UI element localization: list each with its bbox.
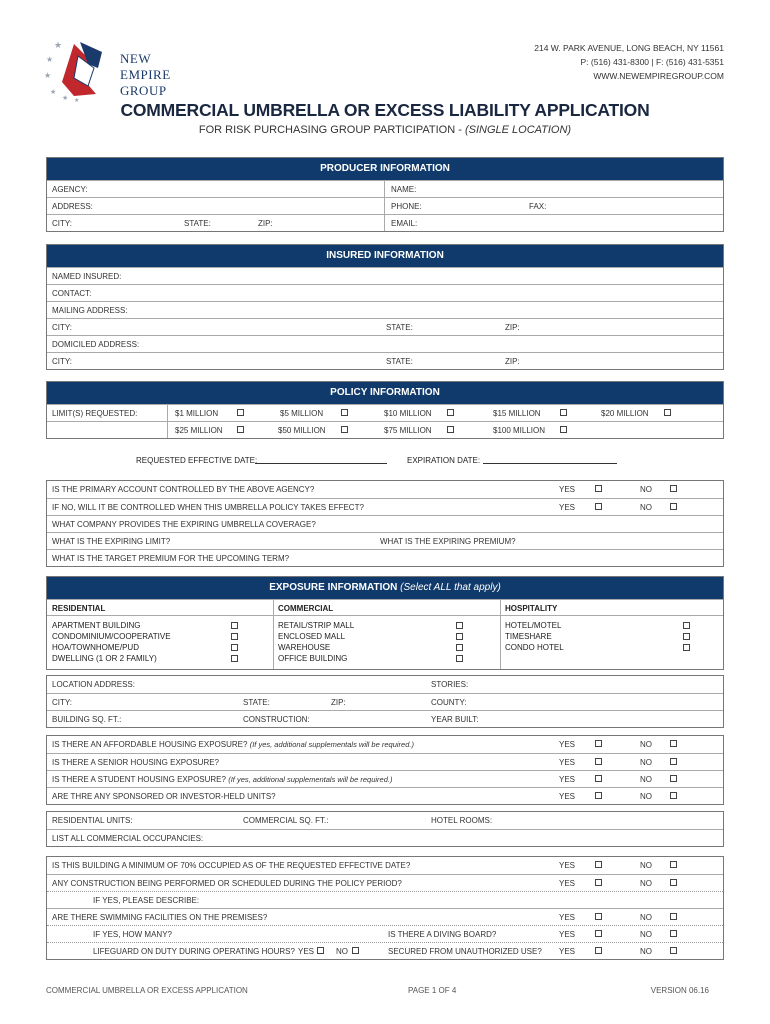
yes-checkbox[interactable] [595,947,602,954]
construction-field[interactable]: CONSTRUCTION: [243,715,310,724]
limit-100m-label: $100 MILLION [493,426,546,435]
limits-label: LIMIT(S) REQUESTED: [52,409,138,418]
units-section [46,811,724,847]
com-office-checkbox[interactable] [456,655,463,662]
limit-75m-checkbox[interactable] [447,426,454,433]
limit-15m-checkbox[interactable] [560,409,567,416]
yes-checkbox[interactable] [317,947,324,954]
svg-text:★: ★ [50,89,57,96]
res-apartment-checkbox[interactable] [231,622,238,629]
yes-label: YES [559,930,576,939]
yes-label: YES [559,740,576,749]
svg-text:★: ★ [46,55,54,64]
no-checkbox[interactable] [352,947,359,954]
no-label: NO [640,503,652,512]
q-student: IS THERE A STUDENT HOUSING EXPOSURE? [52,775,226,784]
zip-field[interactable]: ZIP: [258,219,273,228]
housing-questions [46,735,724,805]
yes-label: YES [559,792,576,801]
construction-describe-field[interactable]: IF YES, PLEASE DESCRIBE: [93,896,200,905]
hos-condo-hotel-label: CONDO HOTEL [505,643,564,652]
com-retail-checkbox[interactable] [456,622,463,629]
state-field[interactable]: STATE: [184,219,211,228]
exposure-section [46,576,724,670]
yes-label: YES [298,947,315,956]
company-address [534,41,724,83]
state-field[interactable]: STATE: [386,323,413,332]
yes-label: YES [559,503,576,512]
footer-page-number: PAGE 1 OF 4 [408,986,457,995]
yes-checkbox[interactable] [595,775,602,782]
hotel-rooms-field[interactable]: HOTEL ROOMS: [431,816,493,825]
res-condo-checkbox[interactable] [231,633,238,640]
contact-field[interactable]: CONTACT: [52,289,92,298]
location-address-field[interactable]: LOCATION ADDRESS: [52,680,135,689]
expiring-limit-field[interactable]: WHAT IS THE EXPIRING LIMIT? [52,537,171,546]
question-label: LIFEGUARD ON DUTY DURING OPERATING HOURS? [93,947,295,956]
hos-hotel-label: HOTEL/MOTEL [505,621,562,630]
city-field[interactable]: CITY: [52,323,73,332]
no-label: NO [640,861,652,870]
question-label: ARE THERE SWIMMING FACILITIES ON THE PREMISES? [52,913,268,922]
yes-checkbox[interactable] [595,740,602,747]
commercial-occupancies-field[interactable]: LIST ALL COMMERCIAL OCCUPANCIES: [52,834,204,843]
no-label: NO [640,485,652,494]
no-label: NO [640,947,652,956]
question-label: ARE THRE ANY SPONSORED OR INVESTOR-HELD UNITS? [52,792,276,801]
page-subtitle [0,124,770,136]
building-sqft-field[interactable]: BUILDING SQ. FT.: [52,715,122,724]
no-checkbox[interactable] [670,775,677,782]
brand-line-3: GROUP [120,83,167,98]
location-section [46,675,724,728]
subtitle-italic: (SINGLE LOCATION) [464,124,572,136]
expiring-premium-field[interactable]: WHAT IS THE EXPIRING PREMIUM? [380,537,516,546]
svg-text:★: ★ [54,40,63,50]
yes-checkbox[interactable] [595,758,602,765]
phone-line: P: (516) 431-8300 | F: (516) 431-5351 [580,57,724,67]
state-field[interactable]: STATE: [243,698,270,707]
yes-label: YES [559,947,576,956]
subtitle-main: FOR RISK PURCHASING GROUP PARTICIPATION - [198,124,465,136]
county-field[interactable]: COUNTY: [431,698,467,707]
limit-20m-label: $20 MILLION [601,409,649,418]
no-checkbox[interactable] [670,879,677,886]
com-mall-label: ENCLOSED MALL [278,632,346,641]
limit-20m-checkbox[interactable] [664,409,671,416]
hos-hotel-checkbox[interactable] [683,622,690,629]
question-label [52,740,414,749]
residential-header: RESIDENTIAL [52,604,106,613]
brand-line-1: NEW [120,51,152,66]
limit-75m-label: $75 MILLION [384,426,432,435]
yes-checkbox[interactable] [595,913,602,920]
limit-100m-checkbox[interactable] [560,426,567,433]
no-label: NO [640,740,652,749]
no-checkbox[interactable] [670,503,677,510]
section-header: INSURED INFORMATION [47,245,723,267]
yes-checkbox[interactable] [595,792,602,799]
expiration-date-input[interactable] [483,463,617,464]
res-condo-label: CONDOMINIUM/COOPERATIVE [52,632,171,641]
commercial-sqft-field[interactable]: COMMERCIAL SQ. FT.: [243,816,329,825]
no-label: NO [640,913,652,922]
header-italic: (Select ALL that apply) [400,582,501,593]
limit-15m-label: $15 MILLION [493,409,541,418]
question-label: SECURED FROM UNAUTHORIZED USE? [388,947,542,956]
page-title: COMMERCIAL UMBRELLA OR EXCESS LIABILITY APPLICATION [120,100,650,120]
no-checkbox[interactable] [670,913,677,920]
yes-label: YES [559,861,576,870]
phone-field[interactable]: PHONE: [391,202,422,211]
city-field[interactable]: CITY: [52,219,73,228]
no-checkbox[interactable] [670,861,677,868]
question-label: IF NO, WILL IT BE CONTROLLED WHEN THIS UMBRELLA POLICY TAKES EFFECT? [52,503,364,512]
com-warehouse-label: WAREHOUSE [278,643,331,652]
email-field[interactable]: EMAIL: [391,219,418,228]
eagle-flag-icon [44,38,120,104]
limit-5m-checkbox[interactable] [341,409,348,416]
svg-text:★: ★ [74,98,80,104]
q-student-note: (If yes, additional supplementals will be required.) [228,775,393,784]
no-label: NO [640,775,652,784]
no-label: NO [640,879,652,888]
no-checkbox[interactable] [670,947,677,954]
policy-section [46,381,724,439]
limit-1m-label: $1 MILLION [175,409,219,418]
q-affordable-note: (If yes, additional supplementals will be required.) [249,740,414,749]
res-dwelling-checkbox[interactable] [231,655,238,662]
question-label: IS THERE A DIVING BOARD? [388,930,497,939]
hos-timeshare-label: TIMESHARE [505,632,552,641]
limit-10m-label: $10 MILLION [384,409,432,418]
limit-50m-checkbox[interactable] [341,426,348,433]
header-main: EXPOSURE INFORMATION [269,582,398,593]
svg-text:★: ★ [44,71,52,80]
no-checkbox[interactable] [670,792,677,799]
no-checkbox[interactable] [670,758,677,765]
producer-section [46,157,724,232]
yes-label: YES [559,775,576,784]
address-field[interactable]: ADDRESS: [52,202,93,211]
mailing-address-field[interactable]: MAILING ADDRESS: [52,306,128,315]
no-label: NO [336,947,348,956]
hos-timeshare-checkbox[interactable] [683,633,690,640]
res-hoa-label: HOA/TOWNHOME/PUD [52,643,139,652]
com-warehouse-checkbox[interactable] [456,644,463,651]
com-office-label: OFFICE BUILDING [278,654,348,663]
name-field[interactable]: NAME: [391,185,417,194]
limit-25m-label: $25 MILLION [175,426,223,435]
res-apartment-label: APARTMENT BUILDING [52,621,141,630]
yes-checkbox[interactable] [595,861,602,868]
expiring-company-field[interactable]: WHAT COMPANY PROVIDES THE EXPIRING UMBRELLA COVERAGE? [52,520,316,529]
account-questions [46,480,724,567]
address-line: 214 W. PARK AVENUE, LONG BEACH, NY 11561 [534,43,724,53]
question-label: IS THIS BUILDING A MINIMUM OF 70% OCCUPIED AS OF THE REQUESTED EFFECTIVE DATE? [52,861,411,870]
no-label: NO [640,792,652,801]
yes-label: YES [559,758,576,767]
question-label [52,775,392,784]
company-logo [44,38,171,104]
com-retail-label: RETAIL/STRIP MALL [278,621,355,630]
yes-checkbox[interactable] [595,485,602,492]
no-checkbox[interactable] [670,485,677,492]
yes-checkbox[interactable] [595,503,602,510]
res-hoa-checkbox[interactable] [231,644,238,651]
zip-field[interactable]: ZIP: [505,323,520,332]
limit-25m-checkbox[interactable] [237,426,244,433]
domiciled-address-field[interactable]: DOMICILED ADDRESS: [52,340,140,349]
expiration-date-label: EXPIRATION DATE: [407,456,481,465]
section-header [47,577,723,599]
q-affordable: IS THERE AN AFFORDABLE HOUSING EXPOSURE? [52,740,248,749]
insured-section [46,244,724,370]
limit-50m-label: $50 MILLION [278,426,326,435]
limit-1m-checkbox[interactable] [237,409,244,416]
commercial-header: COMMERCIAL [278,604,334,613]
res-dwelling-label: DWELLING (1 OR 2 FAMILY) [52,654,157,663]
section-header: POLICY INFORMATION [47,382,723,404]
question-label: IS THE PRIMARY ACCOUNT CONTROLLED BY THE ABOVE AGENCY? [52,485,315,494]
residential-units-field[interactable]: RESIDENTIAL UNITS: [52,816,133,825]
section-header: PRODUCER INFORMATION [47,158,723,180]
website-line: WWW.NEWEMPIREGROUP.COM [593,71,724,81]
building-questions [46,856,724,960]
footer-doc-name: COMMERCIAL UMBRELLA OR EXCESS APPLICATION [46,986,248,995]
limit-5m-label: $5 MILLION [280,409,324,418]
zip-field[interactable]: ZIP: [331,698,346,707]
yes-label: YES [559,913,576,922]
state-field[interactable]: STATE: [386,357,413,366]
yes-label: YES [559,485,576,494]
hospitality-header: HOSPITALITY [505,604,558,613]
question-label: ANY CONSTRUCTION BEING PERFORMED OR SCHEDULED DURING THE POLICY PERIOD? [52,879,402,888]
yes-checkbox[interactable] [595,879,602,886]
svg-text:★: ★ [62,95,69,102]
effective-date-label: REQUESTED EFFECTIVE DATE: [136,456,258,465]
question-label: IS THERE A SENIOR HOUSING EXPOSURE? [52,758,220,767]
agency-field[interactable]: AGENCY: [52,185,88,194]
no-checkbox[interactable] [670,930,677,937]
no-label: NO [640,758,652,767]
brand-line-2: EMPIRE [120,67,171,82]
target-premium-field[interactable]: WHAT IS THE TARGET PREMIUM FOR THE UPCOMING TERM? [52,554,290,563]
stories-field[interactable]: STORIES: [431,680,469,689]
city-field[interactable]: CITY: [52,698,73,707]
no-label: NO [640,930,652,939]
named-insured-field[interactable]: NAMED INSURED: [52,272,122,281]
pool-count-field[interactable]: IF YES, HOW MANY? [93,930,172,939]
zip-field[interactable]: ZIP: [505,357,520,366]
hos-condo-hotel-checkbox[interactable] [683,644,690,651]
yes-label: YES [559,879,576,888]
effective-date-input[interactable] [255,463,387,464]
footer-version: VERSION 06.16 [650,986,709,995]
fax-field[interactable]: FAX: [529,202,547,211]
year-built-field[interactable]: YEAR BUILT: [431,715,479,724]
yes-checkbox[interactable] [595,930,602,937]
no-checkbox[interactable] [670,740,677,747]
city-field[interactable]: CITY: [52,357,73,366]
com-mall-checkbox[interactable] [456,633,463,640]
limit-10m-checkbox[interactable] [447,409,454,416]
